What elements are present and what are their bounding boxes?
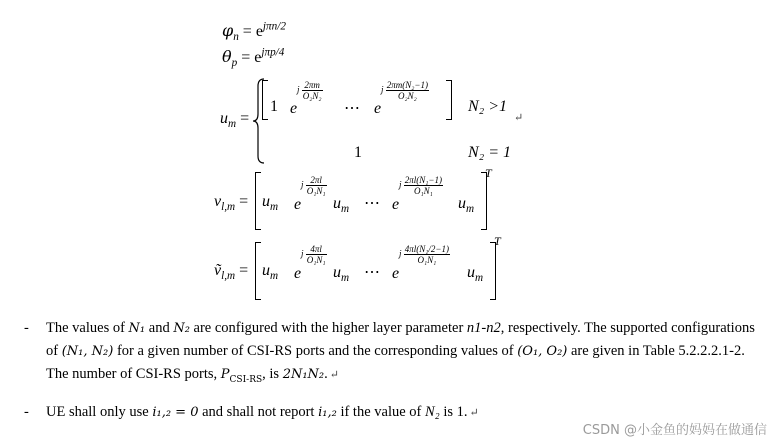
u-subscript: m <box>228 118 237 131</box>
watermark: CSDN @小金鱼的妈妈在做通信 <box>582 423 767 438</box>
vt-bracket-left <box>255 242 261 300</box>
v-bracket-left <box>255 172 261 230</box>
bullet-dash: - <box>24 320 29 336</box>
vt-e1-exponent: j $\frac{4\pi l}{\text{O₁N₁}}$ <box>301 244 326 265</box>
theta-rhs: = e <box>241 49 262 66</box>
vt-dots: ⋯ <box>364 264 380 281</box>
paragraph-config <box>24 317 769 386</box>
paragraph-ue-rule-text: UE shall only use i₁,₂ = 0 and shall not report i₁,₂ if the value of N₂ is 1. ↵ <box>46 404 479 420</box>
u-row1-dots: ⋯ <box>344 100 360 117</box>
theta-exponent: jπp/4 <box>261 46 285 59</box>
v-dots: ⋯ <box>364 195 380 212</box>
u-row1-e2-exponent: j $\frac{\text{2πm(N₂−1)}}{\text{O₂N₂}}$ <box>381 80 428 101</box>
equation-theta-p <box>222 46 285 70</box>
u-row1-e1: e <box>290 100 298 117</box>
v-e1: e <box>294 196 302 213</box>
equation-u-m-lhs: $u_m$ = <box>220 110 250 131</box>
paragraph-config-text: The values of N₁ and N₂ are configured with the higher layer parameter n1-n2, respectively. The supported configurations of (N₁, N₂) for a given number of CSI-RS ports and the corresponding values of (O₁, O₂) are given in Table 5.2.2.2.1-2. The number of CSI-RS ports, $P_{CSI-RS}$, is 2N₁N₂. ↵ <box>46 320 755 385</box>
v-symbol: v <box>214 193 222 210</box>
u-row2-value: 1 <box>354 144 362 161</box>
return-mark-icon: ↵ <box>469 407 479 419</box>
v-e2-exponent: j $\frac{\text{2πl(N₁−1)}}{\text{O₁N₁}}$ <box>399 175 442 196</box>
theta-symbol: θ <box>222 47 232 66</box>
u-bracket-right <box>446 80 452 120</box>
return-mark-icon: ↵ <box>514 112 524 124</box>
vt-u3: $u_m$ <box>467 264 484 285</box>
vt-e2-exponent: j $\frac{\text{4πl(N₁/2−1)}}{\text{O₁N₁}}$ <box>399 244 449 265</box>
vt-bracket-right <box>490 242 496 300</box>
v-u1: $u_m$ <box>262 193 279 214</box>
phi-symbol: φ <box>222 21 234 40</box>
u-row1-first: 1 <box>270 98 278 115</box>
equation-phi-n <box>222 20 286 44</box>
phi-rhs: = e <box>242 23 263 40</box>
v-u3: $u_m$ <box>458 195 475 216</box>
u-condition-1: N₂ >1 <box>468 98 508 115</box>
v-transpose: T <box>485 166 492 180</box>
u-symbol: u <box>220 110 228 127</box>
u-row1-e1-exponent: j $\frac{2\pi m}{\text{O₂N₂}}$ <box>297 80 322 101</box>
vt-e2: e <box>392 265 400 282</box>
equation-v-lm-lhs: $v_{l,m}$ = <box>214 193 249 214</box>
vt-symbol: ṽ <box>214 262 222 279</box>
u-condition-2: N₂ = 1 <box>468 144 512 161</box>
vt-u1: $u_m$ <box>262 262 279 283</box>
v-e2: e <box>392 196 400 213</box>
v-e1-exponent: j $\frac{2\pi l}{\text{O₁N₁}}$ <box>301 175 326 196</box>
bullet-dash: - <box>24 404 29 420</box>
vt-subscript: l,m <box>221 270 236 283</box>
v-subscript: l,m <box>221 201 236 214</box>
u-bracket-left <box>262 80 268 120</box>
phi-subscript: n <box>233 31 239 44</box>
vt-transpose: T <box>494 234 501 248</box>
theta-subscript: p <box>231 57 238 70</box>
vt-u2: $u_m$ <box>333 264 350 285</box>
u-row1-e2: e <box>374 100 382 117</box>
return-mark-icon: ↵ <box>329 369 339 381</box>
vt-e1: e <box>294 265 302 282</box>
equation-vt-lm-lhs: ṽ$_{l,m}$ = <box>214 262 249 283</box>
phi-exponent: jπn/2 <box>262 20 286 33</box>
v-u2: $u_m$ <box>333 195 350 216</box>
